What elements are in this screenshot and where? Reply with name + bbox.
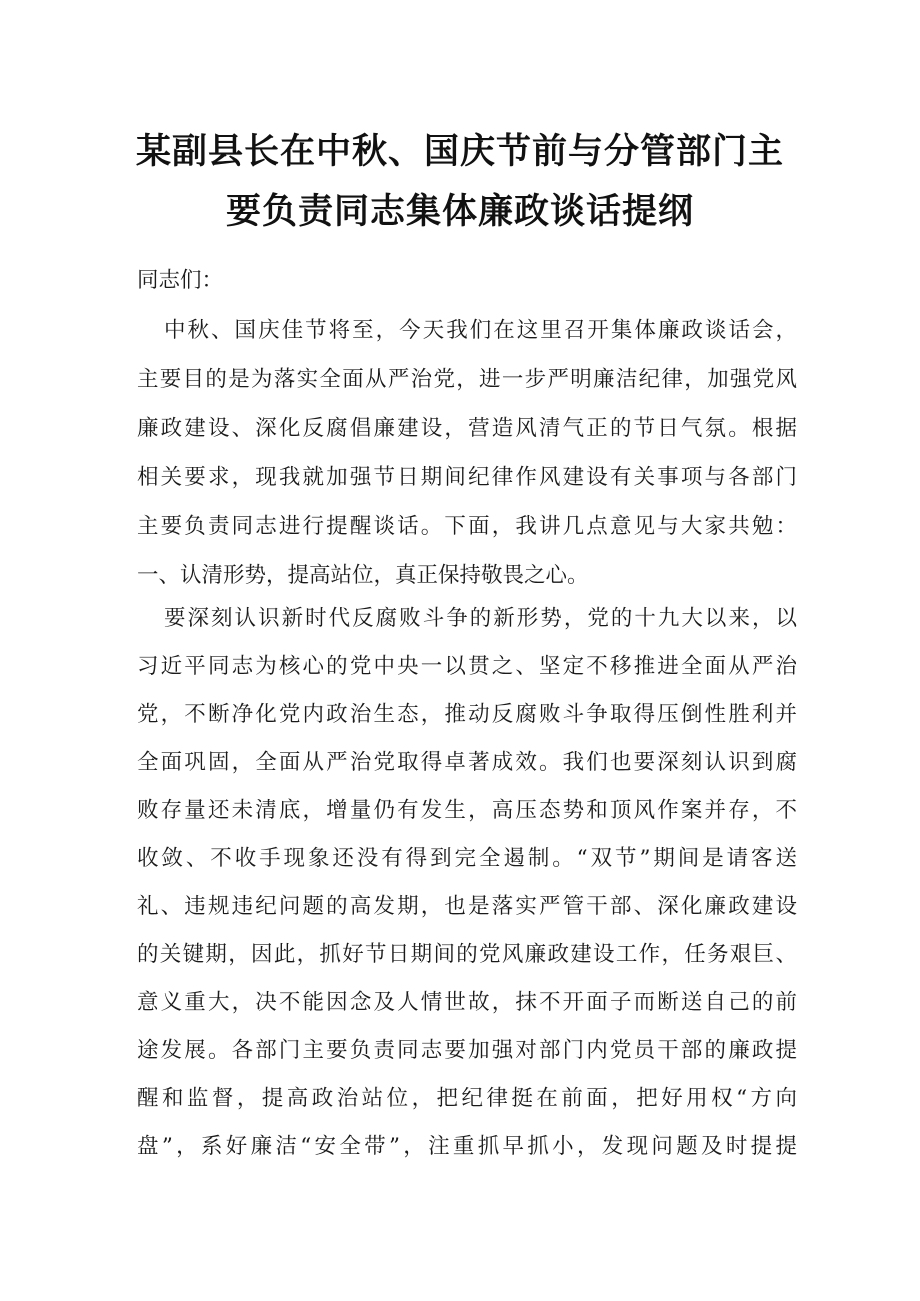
paragraph-2-line: 败存量还未清底，增量仍有发生，高压态势和顶风作案并存，不 (137, 798, 797, 823)
document-title-line-1: 某副县长在中秋、国庆节前与分管部门主 (135, 132, 784, 172)
paragraph-1-line: 中秋、国庆佳节将至，今天我们在这里召开集体廉政谈话会， (164, 318, 797, 343)
document-title-line-2: 要负责同志集体廉政谈话提纲 (225, 192, 694, 232)
paragraph-2-line: 醒和监督，提高政治站位，把纪律挺在前面，把好用权“方向 (137, 1086, 797, 1111)
paragraph-1-line: 主要负责同志进行提醒谈话。下面，我讲几点意见与大家共勉： (137, 514, 797, 539)
paragraph-1-line: 廉政建设、深化反腐倡廉建设，营造风清气正的节日气氛。根据 (137, 416, 797, 441)
section-heading-1: 一、认清形势，提高站位，真正保持敬畏之心。 (137, 563, 589, 588)
paragraph-2-line: 礼、违规违纪问题的高发期，也是落实严管干部、深化廉政建设 (137, 894, 797, 919)
paragraph-2-line: 意义重大，决不能因念及人情世故，抹不开面子而断送自己的前 (137, 990, 797, 1015)
paragraph-1-line: 相关要求，现我就加强节日期间纪律作风建设有关事项与各部门 (137, 465, 797, 490)
paragraph-2-line: 收敛、不收手现象还没有得到完全遏制。“双节”期间是请客送 (137, 846, 797, 871)
paragraph-2-line: 的关键期，因此，抓好节日期间的党风廉政建设工作，任务艰巨、 (137, 942, 797, 967)
paragraph-2-line: 盘”，系好廉洁“安全带”，注重抓早抓小，发现问题及时提提 (137, 1134, 797, 1159)
paragraph-2-line: 全面巩固，全面从严治党取得卓著成效。我们也要深刻认识到腐 (137, 750, 797, 775)
paragraph-2-line: 要深刻认识新时代反腐败斗争的新形势，党的十九大以来，以 (164, 606, 797, 631)
paragraph-2-line: 党，不断净化党内政治生态，推动反腐败斗争取得压倒性胜利并 (137, 702, 797, 727)
paragraph-2-line: 习近平同志为核心的党中央一以贯之、坚定不移推进全面从严治 (137, 654, 797, 679)
paragraph-1-line: 主要目的是为落实全面从严治党，进一步严明廉洁纪律，加强党风 (137, 367, 797, 392)
salutation: 同志们： (137, 268, 224, 293)
paragraph-2-line: 途发展。各部门主要负责同志要加强对部门内党员干部的廉政提 (137, 1038, 797, 1063)
